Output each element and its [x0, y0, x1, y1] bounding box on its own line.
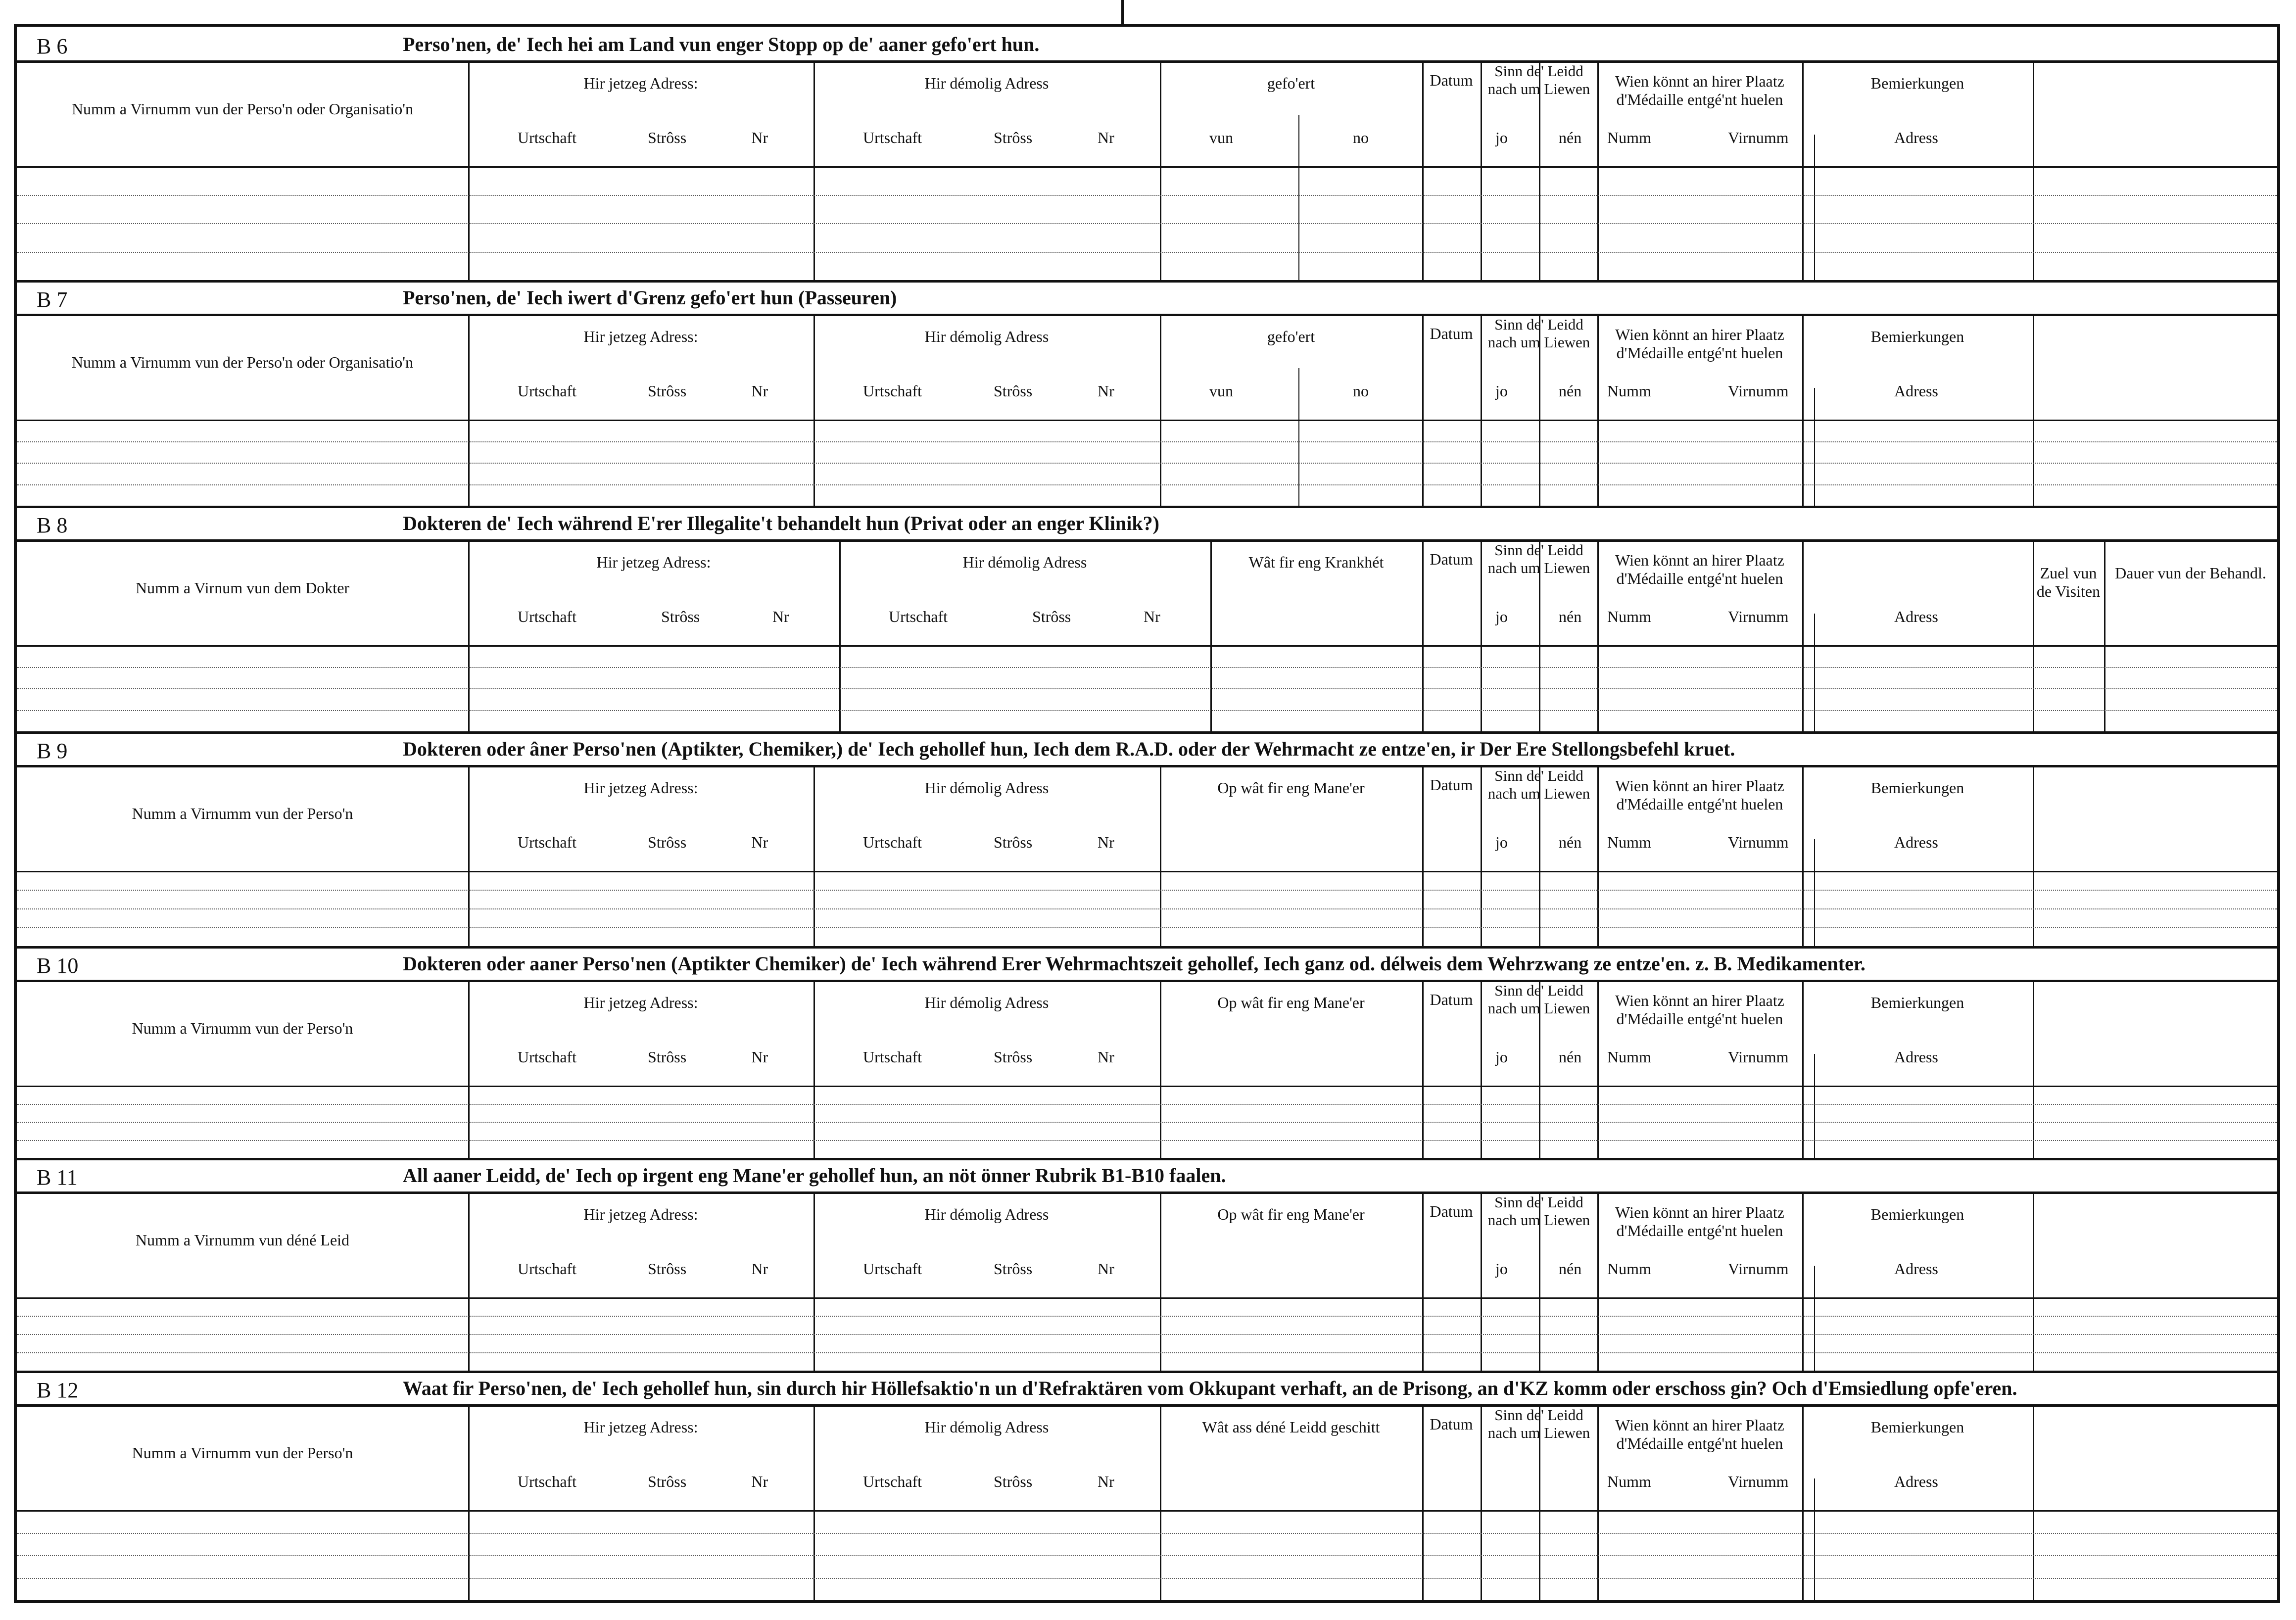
entry-dotted-line	[17, 195, 2277, 196]
entry-dotted-line	[17, 1352, 2277, 1353]
medal-virnumm-label: Virnumm	[1728, 129, 1789, 146]
jo-nen-subdivider	[1597, 614, 1598, 731]
column-divider	[1160, 1191, 1161, 1371]
first-column-header: Numm a Virnumm vun der Perso'n	[132, 1019, 353, 1037]
section-divider	[17, 1371, 2277, 1373]
column-divider	[2033, 765, 2034, 946]
column-divider	[1802, 60, 1804, 280]
medal-adress-label: Adress	[1894, 129, 1938, 146]
address-now-header: Hir jetzeg Adress:	[583, 1205, 698, 1223]
nen-label: nén	[1559, 1260, 1582, 1278]
first-column-header: Numm a Virnumm vun déné Leid	[135, 1231, 350, 1249]
section-b8	[17, 506, 2277, 731]
section-code: B 7	[37, 287, 68, 312]
medal-header: Wien könnt an hirer Plaatz d'Médaille entgé'nt huelen	[1615, 1416, 1784, 1452]
medal-adress-label: Adress	[1894, 382, 1938, 400]
urtschaft-label: Urtschaft	[518, 129, 577, 146]
remarks-header: Bemierkungen	[1870, 328, 1964, 345]
section-b11	[17, 1158, 2277, 1371]
jo-label: jo	[1495, 129, 1508, 146]
nr-label: Nr	[751, 1048, 768, 1066]
address-then-header: Hir démolig Adress	[962, 553, 1087, 571]
urtschaft-label: Urtschaft	[518, 608, 577, 625]
stross-label: Strôss	[647, 382, 687, 400]
address-now-header: Hir jetzeg Adress:	[583, 1418, 698, 1436]
column-divider	[1481, 980, 1482, 1158]
col3-header: Op wât fir eng Mane'er	[1217, 1205, 1365, 1223]
column-divider	[2033, 1191, 2034, 1371]
remarks-header: Bemierkungen	[1870, 1205, 1964, 1223]
col3-header: gefo'ert	[1267, 74, 1315, 92]
remarks-header: Bemierkungen	[1870, 994, 1964, 1011]
section-divider	[17, 946, 2277, 949]
medal-adress-label: Adress	[1894, 1048, 1938, 1066]
stross-label: Strôss	[994, 1048, 1033, 1066]
column-divider	[1481, 314, 1482, 506]
column-divider	[2033, 1404, 2034, 1600]
entry-dotted-line	[17, 1140, 2277, 1141]
medal-numm-label: Numm	[1607, 1260, 1651, 1278]
section-title: All aaner Leidd, de' Iech op irgent eng Mane'er gehollef hun, an nöt önner Rubrik B1-B10 faalen.	[403, 1164, 1226, 1187]
address-now-header: Hir jetzeg Adress:	[596, 553, 711, 571]
section-title: Perso'nen, de' Iech iwert d'Grenz gefo'ert hun (Passeuren)	[403, 286, 897, 309]
entry-dotted-line	[17, 1555, 2277, 1556]
gefoert-vun-label: vun	[1209, 382, 1233, 400]
section-b10	[17, 946, 2277, 1158]
section-code: B 8	[37, 513, 68, 537]
nen-label: nén	[1559, 382, 1582, 400]
address-then-header: Hir démolig Adress	[924, 74, 1049, 92]
stross-label: Strôss	[647, 1260, 687, 1278]
section-title: Dokteren oder aaner Perso'nen (Aptikter Chemiker) de' Iech während Erer Wehrmachtszeit gehollef, Iech ganz od. délweis dem Wehrzwang ze entze'en. z. B. Medikamenter.	[403, 953, 1866, 975]
entry-dotted-line	[17, 688, 2277, 689]
medal-adress-label: Adress	[1894, 608, 1938, 625]
first-column-header: Numm a Virnumm vun der Perso'n oder Organisatio'n	[71, 100, 414, 118]
jo-label: jo	[1495, 1260, 1508, 1278]
medal-subdivider	[1814, 388, 1815, 506]
stross-label: Strôss	[647, 1473, 687, 1490]
nr-label: Nr	[1098, 1260, 1114, 1278]
alive-header: Sinn de' Leidd nach um Liewen	[1487, 62, 1590, 97]
alive-header: Sinn de' Leidd nach um Liewen	[1487, 1406, 1590, 1441]
urtschaft-label: Urtschaft	[518, 833, 577, 851]
stross-label: Strôss	[647, 833, 687, 851]
section-title: Waat fir Perso'nen, de' Iech gehollef hun, sin durch hir Höllefsaktio'n un d'Refraktären vom Okkupant verhaft, an de Prisong, an d'KZ komm oder erschoss gin? Och d'Emsiedlung opfe'eren.	[403, 1377, 2017, 1399]
jo-nen-subdivider	[1597, 1266, 1598, 1371]
nen-label: nén	[1559, 1048, 1582, 1066]
section-code: B 6	[37, 34, 68, 58]
section-title: Perso'nen, de' Iech hei am Land vun enger Stopp op de' aaner gefo'ert hun.	[403, 33, 1040, 55]
alive-header: Sinn de' Leidd nach um Liewen	[1487, 767, 1590, 802]
remarks-header: Bemierkungen	[1870, 1418, 1964, 1436]
section-b6	[17, 27, 2277, 280]
datum-header: Datum	[1430, 1415, 1473, 1433]
urtschaft-label: Urtschaft	[863, 1473, 922, 1490]
jo-label: jo	[1495, 833, 1508, 851]
nr-label: Nr	[751, 1260, 768, 1278]
column-divider	[1160, 1404, 1161, 1600]
jo-nen-subdivider	[1597, 1054, 1598, 1158]
alive-header: Sinn de' Leidd nach um Liewen	[1487, 541, 1590, 576]
medal-subdivider	[1814, 135, 1815, 280]
datum-header: Datum	[1430, 325, 1473, 342]
urtschaft-label: Urtschaft	[863, 833, 922, 851]
title-underline	[17, 60, 2277, 63]
title-underline	[17, 980, 2277, 982]
section-code: B 10	[37, 953, 79, 978]
datum-header: Datum	[1430, 550, 1473, 568]
medal-adress-label: Adress	[1894, 1473, 1938, 1490]
jo-nen-subdivider	[1597, 388, 1598, 506]
column-divider	[1481, 765, 1482, 946]
datum-header: Datum	[1430, 991, 1473, 1008]
column-divider	[1160, 980, 1161, 1158]
header-underline	[17, 645, 2277, 647]
stross-label: Strôss	[994, 1473, 1033, 1490]
address-now-header: Hir jetzeg Adress:	[583, 328, 698, 345]
column-divider	[1160, 60, 1161, 280]
stross-label: Strôss	[647, 129, 687, 146]
nr-label: Nr	[1098, 382, 1114, 400]
entry-dotted-line	[17, 252, 2277, 253]
header-underline	[17, 871, 2277, 872]
first-column-header: Numm a Virnumm vun der Perso'n oder Organisatio'n	[71, 353, 414, 371]
entry-dotted-line	[17, 463, 2277, 464]
alive-header: Sinn de' Leidd nach um Liewen	[1487, 982, 1590, 1017]
jo-label: jo	[1495, 382, 1508, 400]
entry-dotted-line	[17, 1316, 2277, 1317]
title-underline	[17, 765, 2277, 767]
medal-numm-label: Numm	[1607, 1473, 1651, 1490]
header-underline	[17, 166, 2277, 168]
col3-header: gefo'ert	[1267, 328, 1315, 345]
header-underline	[17, 1510, 2277, 1512]
jo-label: jo	[1495, 608, 1508, 625]
medal-virnumm-label: Virnumm	[1728, 382, 1789, 400]
column-divider	[1802, 539, 1804, 731]
medal-subdivider	[1814, 839, 1815, 946]
entry-dotted-line	[17, 1533, 2277, 1534]
title-underline	[17, 1404, 2277, 1407]
column-divider	[1160, 314, 1161, 506]
datum-header: Datum	[1430, 1202, 1473, 1220]
stross-label: Strôss	[1032, 608, 1071, 625]
entry-dotted-line	[17, 1334, 2277, 1335]
nr-label: Nr	[1098, 129, 1114, 146]
address-now-header: Hir jetzeg Adress:	[583, 74, 698, 92]
section-divider	[17, 731, 2277, 734]
col3-header: Wât ass déné Leidd geschitt	[1202, 1418, 1380, 1436]
urtschaft-label: Urtschaft	[863, 129, 922, 146]
nr-label: Nr	[751, 1473, 768, 1490]
alive-header: Sinn de' Leidd nach um Liewen	[1487, 316, 1590, 351]
nr-label: Nr	[751, 129, 768, 146]
medal-virnumm-label: Virnumm	[1728, 1260, 1789, 1278]
stross-label: Strôss	[661, 608, 700, 625]
column-divider	[1481, 60, 1482, 280]
stross-label: Strôss	[994, 833, 1033, 851]
urtschaft-label: Urtschaft	[889, 608, 948, 625]
remarks-header: Bemierkungen	[1870, 779, 1964, 797]
medal-virnumm-label: Virnumm	[1728, 1473, 1789, 1490]
datum-header: Datum	[1430, 776, 1473, 794]
alive-header: Sinn de' Leidd nach um Liewen	[1487, 1193, 1590, 1229]
title-underline	[17, 1191, 2277, 1194]
urtschaft-label: Urtschaft	[863, 1048, 922, 1066]
jo-label: jo	[1495, 1048, 1508, 1066]
section-b7	[17, 280, 2277, 506]
first-column-header: Numm a Virnum vun dem Dokter	[135, 579, 350, 597]
medal-numm-label: Numm	[1607, 382, 1651, 400]
medal-numm-label: Numm	[1607, 833, 1651, 851]
column-divider	[2033, 60, 2034, 280]
header-underline	[17, 420, 2277, 421]
stross-label: Strôss	[994, 129, 1033, 146]
address-then-header: Hir démolig Adress	[924, 779, 1049, 797]
nr-label: Nr	[751, 833, 768, 851]
medal-subdivider	[1814, 1054, 1815, 1158]
visits-header: Zuel vun de Visiten	[2036, 564, 2101, 600]
nr-label: Nr	[751, 382, 768, 400]
column-divider	[1160, 765, 1161, 946]
urtschaft-label: Urtschaft	[518, 382, 577, 400]
nen-label: nén	[1559, 608, 1582, 625]
stross-label: Strôss	[994, 382, 1033, 400]
column-divider	[2033, 980, 2034, 1158]
entry-dotted-line	[17, 484, 2277, 485]
address-then-header: Hir démolig Adress	[924, 328, 1049, 345]
column-divider	[1481, 539, 1482, 731]
column-divider	[2033, 314, 2034, 506]
top-margin-mark	[1121, 0, 1124, 26]
entry-dotted-line	[17, 223, 2277, 224]
address-then-header: Hir démolig Adress	[924, 1418, 1049, 1436]
form-sheet	[17, 27, 2277, 1600]
urtschaft-label: Urtschaft	[863, 1260, 922, 1278]
entry-dotted-line	[17, 908, 2277, 909]
stross-label: Strôss	[994, 1260, 1033, 1278]
medal-header: Wien könnt an hirer Plaatz d'Médaille entgé'nt huelen	[1615, 326, 1784, 362]
medal-header: Wien könnt an hirer Plaatz d'Médaille entgé'nt huelen	[1615, 551, 1784, 587]
title-underline	[17, 314, 2277, 316]
nr-label: Nr	[1144, 608, 1160, 625]
entry-dotted-line	[17, 1122, 2277, 1123]
address-now-header: Hir jetzeg Adress:	[583, 994, 698, 1011]
section-title: Dokteren de' Iech während E'rer Illegalite't behandelt hun (Privat oder an enger Klinik?)	[403, 512, 1159, 534]
col3-header: Op wât fir eng Mane'er	[1217, 994, 1365, 1011]
medal-virnumm-label: Virnumm	[1728, 1048, 1789, 1066]
urtschaft-label: Urtschaft	[518, 1260, 577, 1278]
medal-header: Wien könnt an hirer Plaatz d'Médaille entgé'nt huelen	[1615, 992, 1784, 1028]
nr-label: Nr	[1098, 1473, 1114, 1490]
section-code: B 12	[37, 1378, 79, 1402]
col3-header: Wât fir eng Krankhét	[1248, 553, 1384, 571]
column-divider	[813, 60, 815, 280]
first-column-header: Numm a Virnumm vun der Perso'n	[132, 1444, 353, 1462]
section-b12	[17, 1371, 2277, 1600]
medal-adress-label: Adress	[1894, 833, 1938, 851]
header-underline	[17, 1297, 2277, 1299]
medal-subdivider	[1814, 1478, 1815, 1600]
column-divider	[468, 60, 470, 280]
header-underline	[17, 1086, 2277, 1087]
column-divider	[1481, 1404, 1482, 1600]
medal-header: Wien könnt an hirer Plaatz d'Médaille entgé'nt huelen	[1615, 1203, 1784, 1239]
entry-dotted-line	[17, 1578, 2277, 1579]
section-b9	[17, 731, 2277, 946]
stross-label: Strôss	[647, 1048, 687, 1066]
entry-dotted-line	[17, 1104, 2277, 1105]
nen-label: nén	[1559, 129, 1582, 146]
column-divider	[1210, 539, 1212, 731]
column-divider	[1481, 1191, 1482, 1371]
section-divider	[17, 506, 2277, 508]
section-title: Dokteren oder âner Perso'nen (Aptikter, Chemiker,) de' Iech gehollef hun, Iech dem R.A.D. oder der Wehrmacht ze entze'en, ir Der Ere Stellongsbefehl kruet.	[403, 738, 1735, 760]
treatment-header: Dauer vun der Behandl.	[2115, 564, 2266, 582]
gefoert-no-label: no	[1353, 129, 1369, 146]
medal-header: Wien könnt an hirer Plaatz d'Médaille entgé'nt huelen	[1615, 72, 1784, 108]
column-divider	[1422, 1404, 1424, 1600]
entry-dotted-line	[17, 710, 2277, 711]
urtschaft-label: Urtschaft	[863, 382, 922, 400]
gefoert-subdivider	[1298, 115, 1299, 280]
gefoert-vun-label: vun	[1209, 129, 1233, 146]
medal-numm-label: Numm	[1607, 129, 1651, 146]
entry-dotted-line	[17, 890, 2277, 891]
medal-header: Wien könnt an hirer Plaatz d'Médaille entgé'nt huelen	[1615, 777, 1784, 813]
column-divider	[1422, 60, 1424, 280]
medal-virnumm-label: Virnumm	[1728, 608, 1789, 625]
section-code: B 11	[37, 1165, 78, 1190]
title-underline	[17, 539, 2277, 542]
remarks-header: Bemierkungen	[1870, 74, 1964, 92]
section-divider	[17, 280, 2277, 283]
medal-numm-label: Numm	[1607, 608, 1651, 625]
gefoert-no-label: no	[1353, 382, 1369, 400]
entry-dotted-line	[17, 927, 2277, 928]
medal-numm-label: Numm	[1607, 1048, 1651, 1066]
jo-nen-subdivider	[1597, 135, 1598, 280]
medal-virnumm-label: Virnumm	[1728, 833, 1789, 851]
medal-adress-label: Adress	[1894, 1260, 1938, 1278]
jo-nen-subdivider	[1597, 839, 1598, 946]
medal-subdivider	[1814, 1266, 1815, 1371]
medal-subdivider	[1814, 614, 1815, 731]
first-column-header: Numm a Virnumm vun der Perso'n	[132, 805, 353, 822]
col3-header: Op wât fir eng Mane'er	[1217, 779, 1365, 797]
nr-label: Nr	[772, 608, 789, 625]
address-now-header: Hir jetzeg Adress:	[583, 779, 698, 797]
nen-label: nén	[1559, 833, 1582, 851]
entry-dotted-line	[17, 441, 2277, 442]
address-then-header: Hir démolig Adress	[924, 994, 1049, 1011]
nr-label: Nr	[1098, 1048, 1114, 1066]
address-then-header: Hir démolig Adress	[924, 1205, 1049, 1223]
section-code: B 9	[37, 739, 68, 763]
nr-label: Nr	[1098, 833, 1114, 851]
urtschaft-label: Urtschaft	[518, 1473, 577, 1490]
entry-dotted-line	[17, 667, 2277, 668]
section-divider	[17, 1158, 2277, 1160]
urtschaft-label: Urtschaft	[518, 1048, 577, 1066]
datum-header: Datum	[1430, 71, 1473, 89]
